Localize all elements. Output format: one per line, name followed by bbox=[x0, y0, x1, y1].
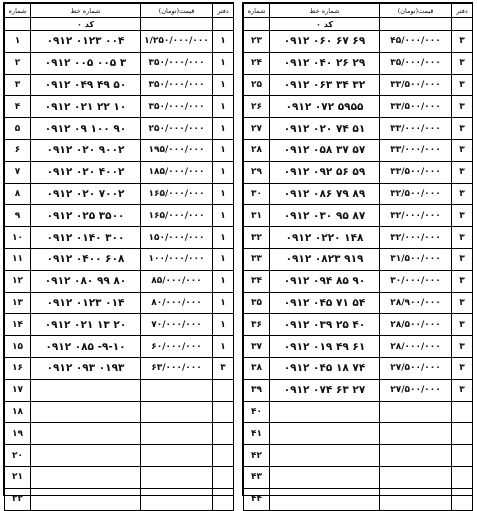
table-row bbox=[244, 227, 473, 249]
row-number: ۲۳ bbox=[244, 31, 270, 53]
table-row bbox=[5, 118, 234, 140]
qty-cell: ۳ bbox=[452, 161, 473, 183]
phone-number: ۰۹۱۲ ۰۵۸ ۳۷ ۵۷ bbox=[270, 139, 380, 161]
qty-cell: ۱ bbox=[213, 336, 234, 358]
qty-cell: ۱ bbox=[213, 74, 234, 96]
price-cell: ۱۶۵/۰۰۰/۰۰۰ bbox=[141, 205, 213, 227]
table-row bbox=[244, 161, 473, 183]
qty-cell bbox=[452, 466, 473, 488]
qty-cell: ۱ bbox=[213, 139, 234, 161]
table-row bbox=[5, 74, 234, 96]
table-row bbox=[5, 183, 234, 205]
price-cell bbox=[141, 488, 213, 510]
table-row bbox=[244, 423, 473, 445]
phone-number: ۰۹۱۲ ۰۲۱ ۲۲ ۱۰ bbox=[31, 96, 141, 118]
price-cell: ۲۵۰/۰۰۰/۰۰۰ bbox=[141, 118, 213, 140]
table-row bbox=[5, 401, 234, 423]
row-number: ۱۲ bbox=[5, 270, 31, 292]
table-row bbox=[244, 357, 473, 379]
row-number: ۲۵ bbox=[244, 74, 270, 96]
phone-number bbox=[270, 423, 380, 445]
table-row bbox=[244, 466, 473, 488]
table-row bbox=[5, 357, 234, 379]
phone-number: ۰۹۱۲ ۰۰۵ ۰۰۵ ۳ bbox=[31, 52, 141, 74]
phone-number: ۰۹۱۲ ۰۹۴ ۸۵ ۹۰ bbox=[270, 270, 380, 292]
price-cell: ۴۵/۰۰۰/۰۰۰ bbox=[380, 31, 452, 53]
phone-number: ۰۹۱۲ ۰۱۲۳ ۰۰۴ bbox=[31, 31, 141, 53]
row-number: ۸ bbox=[5, 183, 31, 205]
code-label: کد ۰ bbox=[270, 18, 380, 31]
qty-cell bbox=[452, 423, 473, 445]
price-cell: ۱۸۵/۰۰۰/۰۰۰ bbox=[141, 161, 213, 183]
qty-cell: ۱ bbox=[213, 52, 234, 74]
phone-number bbox=[270, 488, 380, 510]
row-number: ۲ bbox=[5, 52, 31, 74]
row-number: ۱۰ bbox=[5, 227, 31, 249]
phone-number: ۰۹۱۲ ۰۴۵ ۱۸ ۷۴ bbox=[270, 357, 380, 379]
qty-cell bbox=[213, 423, 234, 445]
phone-number: ۰۹۱۲ ۰۹۳ ۰۱۹۳ bbox=[31, 357, 141, 379]
row-number: ۳۴ bbox=[244, 270, 270, 292]
qty-cell: ۳ bbox=[452, 270, 473, 292]
left-table-panel bbox=[3, 2, 234, 505]
row-number: ۲۹ bbox=[244, 161, 270, 183]
qty-cell bbox=[452, 401, 473, 423]
phone-number bbox=[31, 488, 141, 510]
qty-cell: ۳ bbox=[213, 357, 234, 379]
price-cell bbox=[380, 423, 452, 445]
price-cell: ۳۳/۰۰۰/۰۰۰ bbox=[380, 139, 452, 161]
price-cell: ۳۵۰/۰۰۰/۰۰۰ bbox=[141, 74, 213, 96]
table-row bbox=[5, 248, 234, 270]
header-price: قیمت(تومان) bbox=[141, 4, 213, 18]
qty-cell: ۱ bbox=[213, 227, 234, 249]
phone-number: ۰۹۱۲ ۰۴۰۰ ۶۰۸ bbox=[31, 248, 141, 270]
qty-cell bbox=[213, 401, 234, 423]
qty-cell bbox=[213, 445, 234, 467]
price-cell bbox=[141, 401, 213, 423]
row-number: ۲۴ bbox=[244, 52, 270, 74]
phone-number: ۰۹۱۲ ۰۴۹ ۴۹ ۵۰ bbox=[31, 74, 141, 96]
qty-cell bbox=[213, 466, 234, 488]
price-cell: ۲۸/۰۰۰/۰۰۰ bbox=[380, 336, 452, 358]
phone-number: ۰۹۱۲ ۰۴۰ ۲۶ ۲۹ bbox=[270, 52, 380, 74]
row-number: ۱۳ bbox=[5, 292, 31, 314]
price-cell: ۶۳/۰۰۰/۰۰۰ bbox=[141, 357, 213, 379]
row-number: ۳۷ bbox=[244, 336, 270, 358]
table-row bbox=[244, 379, 473, 401]
phone-number: ۰۹۱۲ ۰۲۰ ۷۴ ۵۱ bbox=[270, 118, 380, 140]
table-row bbox=[244, 270, 473, 292]
price-cell: ۸۰/۰۰۰/۰۰۰ bbox=[141, 292, 213, 314]
table-row bbox=[5, 488, 234, 510]
phone-number bbox=[31, 401, 141, 423]
phone-number bbox=[270, 445, 380, 467]
row-number: ۴۴ bbox=[244, 488, 270, 510]
table-row bbox=[5, 423, 234, 445]
qty-cell: ۳ bbox=[452, 52, 473, 74]
table-row bbox=[244, 292, 473, 314]
row-number: ۱۷ bbox=[5, 379, 31, 401]
qty-cell bbox=[452, 445, 473, 467]
row-number: ۳۳ bbox=[244, 248, 270, 270]
table-row bbox=[5, 270, 234, 292]
price-cell: ۲۷/۵۰۰/۰۰۰ bbox=[380, 357, 452, 379]
price-cell: ۳۳/۰۰۰/۰۰۰ bbox=[380, 118, 452, 140]
row-number: ۱۹ bbox=[5, 423, 31, 445]
table-row bbox=[244, 314, 473, 336]
qty-cell: ۱ bbox=[213, 314, 234, 336]
price-cell: ۳۲/۰۰۰/۰۰۰ bbox=[380, 227, 452, 249]
table-row bbox=[5, 336, 234, 358]
phone-number: ۰۹۱۲ ۰۸۶ ۷۹ ۸۹ bbox=[270, 183, 380, 205]
table-row bbox=[5, 314, 234, 336]
phone-number: ۰۹۱۲ ۰۲۰ ۴۰۰۲ bbox=[31, 161, 141, 183]
table-row bbox=[244, 52, 473, 74]
table-row bbox=[244, 31, 473, 53]
row-number: ۴۳ bbox=[244, 466, 270, 488]
header-price: قیمت(تومان) bbox=[380, 4, 452, 18]
price-cell: ۶۰/۰۰۰/۰۰۰ bbox=[141, 336, 213, 358]
row-number: ۱۱ bbox=[5, 248, 31, 270]
row-number: ۴۰ bbox=[244, 401, 270, 423]
price-cell bbox=[141, 445, 213, 467]
price-cell bbox=[380, 401, 452, 423]
row-number: ۶ bbox=[5, 139, 31, 161]
phone-number bbox=[31, 466, 141, 488]
row-number: ۲۲ bbox=[5, 488, 31, 510]
phone-number: ۰۹۱۲ ۰۶۳ ۳۴ ۳۲ bbox=[270, 74, 380, 96]
table-row bbox=[244, 205, 473, 227]
row-number: ۲۶ bbox=[244, 96, 270, 118]
price-cell bbox=[380, 445, 452, 467]
table-row bbox=[244, 248, 473, 270]
qty-cell bbox=[213, 379, 234, 401]
qty-cell: ۱ bbox=[213, 292, 234, 314]
qty-cell: ۳ bbox=[452, 379, 473, 401]
phone-number bbox=[31, 423, 141, 445]
table-row bbox=[5, 466, 234, 488]
phone-number bbox=[31, 379, 141, 401]
phone-number: ۰۹۱۲ ۰۳۹ ۲۵ ۴۰ bbox=[270, 314, 380, 336]
phone-number: ۰۹۱۲ ۰۶۰ ۶۷ ۶۹ bbox=[270, 31, 380, 53]
qty-cell: ۱ bbox=[213, 270, 234, 292]
row-number: ۱ bbox=[5, 31, 31, 53]
table-row bbox=[5, 161, 234, 183]
row-number: ۱۸ bbox=[5, 401, 31, 423]
price-cell: ۱۶۵/۰۰۰/۰۰۰ bbox=[141, 183, 213, 205]
qty-cell: ۳ bbox=[452, 227, 473, 249]
price-cell: ۳۳/۵۰۰/۰۰۰ bbox=[380, 161, 452, 183]
row-number: ۱۵ bbox=[5, 336, 31, 358]
qty-cell: ۳ bbox=[452, 292, 473, 314]
row-number: ۴۲ bbox=[244, 445, 270, 467]
table-row bbox=[5, 96, 234, 118]
table-row bbox=[244, 488, 473, 510]
row-number: ۴۱ bbox=[244, 423, 270, 445]
price-cell: ۲۸/۹۰۰/۰۰۰ bbox=[380, 292, 452, 314]
price-cell: ۳۳/۵۰۰/۰۰۰ bbox=[380, 74, 452, 96]
table-row bbox=[5, 445, 234, 467]
table-row bbox=[244, 118, 473, 140]
table-row bbox=[244, 96, 473, 118]
row-number: ۴ bbox=[5, 96, 31, 118]
qty-cell: ۳ bbox=[452, 31, 473, 53]
row-number: ۳۹ bbox=[244, 379, 270, 401]
right-price-table bbox=[243, 3, 473, 511]
table-row bbox=[244, 336, 473, 358]
qty-cell: ۱ bbox=[213, 96, 234, 118]
price-cell: ۲۸/۵۰۰/۰۰۰ bbox=[380, 314, 452, 336]
table-row bbox=[244, 401, 473, 423]
phone-number: ۰۹۱۲ ۰۸۵ -۹-۱۰ bbox=[31, 336, 141, 358]
row-number: ۵ bbox=[5, 118, 31, 140]
price-cell: ۸۵/۰۰۰/۰۰۰ bbox=[141, 270, 213, 292]
price-cell: ۳۵۰/۰۰۰/۰۰۰ bbox=[141, 96, 213, 118]
header-qty: دفتر bbox=[213, 4, 234, 18]
price-cell bbox=[380, 488, 452, 510]
left-price-table bbox=[4, 3, 234, 511]
qty-cell: ۳ bbox=[452, 357, 473, 379]
price-cell: ۳۰/۰۰۰/۰۰۰ bbox=[380, 270, 452, 292]
price-cell: ۳۵/۰۰۰/۰۰۰ bbox=[380, 52, 452, 74]
row-number: ۲۸ bbox=[244, 139, 270, 161]
header-number: شماره bbox=[5, 4, 31, 18]
price-cell: ۷۰/۰۰۰/۰۰۰ bbox=[141, 314, 213, 336]
header-number: شماره bbox=[244, 4, 270, 18]
phone-number: ۰۹۱۲ ۰۲۰ ۹۰۰۲ bbox=[31, 139, 141, 161]
price-cell bbox=[380, 466, 452, 488]
phone-number: ۰۹۱۲ ۰۱۲۳ ۰۱۴ bbox=[31, 292, 141, 314]
row-number: ۹ bbox=[5, 205, 31, 227]
table-row bbox=[5, 292, 234, 314]
row-number: ۳۱ bbox=[244, 205, 270, 227]
table-row bbox=[5, 139, 234, 161]
phone-number: ۰۹۱۲ ۰۳۰ ۹۵ ۸۷ bbox=[270, 205, 380, 227]
price-cell: ۳۲/۵۰۰/۰۰۰ bbox=[380, 183, 452, 205]
row-number: ۲۰ bbox=[5, 445, 31, 467]
phone-number: ۰۹۱۲ ۰۲۱ ۱۳ ۲۰ bbox=[31, 314, 141, 336]
phone-number: ۰۹۱۲ ۰۲۲۰ ۱۴۸ bbox=[270, 227, 380, 249]
qty-cell: ۱ bbox=[213, 118, 234, 140]
qty-cell: ۳ bbox=[452, 139, 473, 161]
row-number: ۳۶ bbox=[244, 314, 270, 336]
row-number: ۷ bbox=[5, 161, 31, 183]
price-cell: ۱۹۵/۰۰۰/۰۰۰ bbox=[141, 139, 213, 161]
header-phone: شماره خط bbox=[270, 4, 380, 18]
phone-number: ۰۹۱۲ ۰۲۰ ۷۰۰۲ bbox=[31, 183, 141, 205]
table-row bbox=[5, 31, 234, 53]
phone-number: ۰۹۱۲ ۰۷۴ ۶۳ ۲۷ bbox=[270, 379, 380, 401]
phone-number: ۰۹۱۲ ۰۱۴۰ ۳۰۰ bbox=[31, 227, 141, 249]
qty-cell: ۳ bbox=[452, 314, 473, 336]
qty-cell bbox=[213, 488, 234, 510]
qty-cell bbox=[452, 488, 473, 510]
phone-number: ۰۹۱۲ ۰۸۰ ۹۹ ۸۰ bbox=[31, 270, 141, 292]
qty-cell: ۳ bbox=[452, 248, 473, 270]
price-cell bbox=[141, 423, 213, 445]
row-number: ۳۵ bbox=[244, 292, 270, 314]
row-number: ۳۲ bbox=[244, 227, 270, 249]
qty-cell: ۳ bbox=[452, 336, 473, 358]
price-cell: ۳۵۰/۰۰۰/۰۰۰ bbox=[141, 52, 213, 74]
phone-number: ۰۹۱۲ ۰۹۲ ۵۶ ۵۹ bbox=[270, 161, 380, 183]
row-number: ۳۸ bbox=[244, 357, 270, 379]
table-row bbox=[244, 445, 473, 467]
row-number: ۱۴ bbox=[5, 314, 31, 336]
phone-number bbox=[31, 445, 141, 467]
table-row bbox=[244, 183, 473, 205]
price-cell: ۱۰۰/۰۰۰/۰۰۰ bbox=[141, 248, 213, 270]
table-row bbox=[5, 227, 234, 249]
phone-number: ۰۹۱۲ ۰۲۵ ۳۵۰۰ bbox=[31, 205, 141, 227]
row-number: ۲۷ bbox=[244, 118, 270, 140]
phone-number: ۰۹۱۲ ۰۸۲۳ ۹۱۹ bbox=[270, 248, 380, 270]
row-number: ۲۱ bbox=[5, 466, 31, 488]
price-cell: ۳۱/۵۰۰/۰۰۰ bbox=[380, 248, 452, 270]
qty-cell: ۳ bbox=[452, 118, 473, 140]
price-cell bbox=[141, 379, 213, 401]
qty-cell: ۱ bbox=[213, 183, 234, 205]
price-cell: ۲۷/۵۰۰/۰۰۰ bbox=[380, 379, 452, 401]
header-phone: شماره خط bbox=[31, 4, 141, 18]
row-number: ۳۰ bbox=[244, 183, 270, 205]
qty-cell: ۱ bbox=[213, 248, 234, 270]
qty-cell: ۱ bbox=[213, 205, 234, 227]
row-number: ۳ bbox=[5, 74, 31, 96]
qty-cell: ۳ bbox=[452, 96, 473, 118]
table-row bbox=[5, 205, 234, 227]
qty-cell: ۳ bbox=[452, 74, 473, 96]
phone-number bbox=[270, 401, 380, 423]
price-cell bbox=[141, 466, 213, 488]
qty-cell: ۱ bbox=[213, 161, 234, 183]
price-cell: ۱/۲۵۰/۰۰۰/۰۰۰ bbox=[141, 31, 213, 53]
price-list-sheet bbox=[3, 2, 473, 505]
right-table-panel bbox=[242, 2, 473, 505]
row-number: ۱۶ bbox=[5, 357, 31, 379]
table-row bbox=[5, 52, 234, 74]
phone-number bbox=[270, 466, 380, 488]
table-row bbox=[244, 139, 473, 161]
price-cell: ۱۵۰/۰۰۰/۰۰۰ bbox=[141, 227, 213, 249]
phone-number: ۰۹۱۲ ۰۴۵ ۷۱ ۵۴ bbox=[270, 292, 380, 314]
qty-cell: ۱ bbox=[213, 31, 234, 53]
qty-cell: ۳ bbox=[452, 183, 473, 205]
phone-number: ۰۹۱۲ ۰۱۹ ۴۹ ۶۱ bbox=[270, 336, 380, 358]
price-cell: ۳۲/۰۰۰/۰۰۰ bbox=[380, 205, 452, 227]
qty-cell: ۳ bbox=[452, 205, 473, 227]
phone-number: ۰۹۱۲ ۰۹ ۱۰۰ ۹۰ bbox=[31, 118, 141, 140]
phone-number: ۰۹۱۲ ۰۷۲ ۵۹۵۵ bbox=[270, 96, 380, 118]
table-row bbox=[244, 74, 473, 96]
table-row bbox=[5, 379, 234, 401]
price-cell: ۳۳/۵۰۰/۰۰۰ bbox=[380, 96, 452, 118]
header-qty: دفتر bbox=[452, 4, 473, 18]
code-label: کد ۰ bbox=[31, 18, 141, 31]
